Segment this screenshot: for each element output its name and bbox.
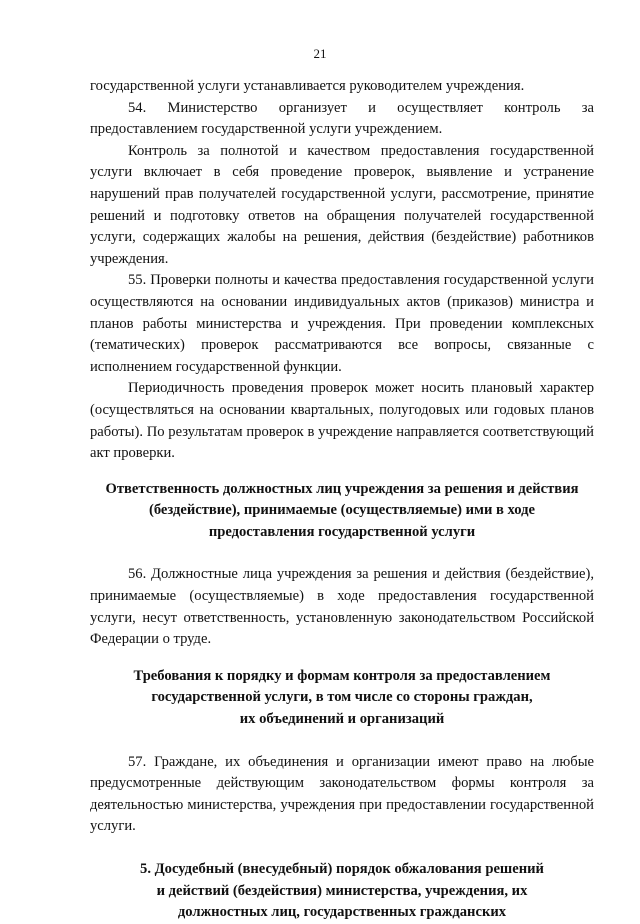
- section-heading: [90, 666, 594, 731]
- heading-line: Ответственность должностных лиц учреждения за решения и действия: [105, 480, 579, 497]
- heading-line: государственной услуги, в том числе со стороны граждан,: [151, 689, 533, 706]
- heading-line: Требования к порядку и формам контроля за предоставлением: [133, 667, 551, 684]
- heading-line: их объединений и организаций: [239, 711, 445, 728]
- paragraph: государственной услуги устанавливается руководителем учреждения.: [90, 78, 525, 94]
- paragraph: Периодичность проведения проверок может носить плановый характер (осуществляться на основании квартальных, полугодовых или годовых планов работы). По результатам проверок в учреждение направляется соответствующий акт проверки.: [90, 380, 594, 462]
- paragraph: 56. Должностные лица учреждения за решения и действия (бездействие), принимаемые (осуществляемые) в ходе предоставления государственной услуги, несут ответственность, установленную законодательством Российской Федерации о труде.: [90, 566, 594, 648]
- section-heading: [90, 859, 594, 924]
- heading-line: и действий (бездействия) министерства, учреждения, их: [156, 882, 528, 899]
- section-heading: [90, 479, 594, 544]
- paragraph: 55. Проверки полноты и качества предоставления государственной услуги осуществляются на основании индивидуальных актов (приказов) министра и планов работы министерства и учреждения. При проведении комплексных (тематических) проверок рассматриваются все вопросы, связанные с исполнением государственной функции.: [90, 272, 594, 375]
- paragraph: Контроль за полнотой и качеством предоставления государственной услуги включает в себя проведение проверок, выявление и устранение нарушений прав получателей государственной услуги, рассмотрение, принятие решений и подготовку ответов на обращения получателей государственной услуги, содержащих жалобы на решения, действия (бездействие) работников учреждения.: [90, 142, 594, 267]
- heading-line: предоставления государственной услуги: [208, 523, 476, 540]
- page-number: 21: [313, 46, 327, 61]
- heading-line: (бездействие), принимаемые (осуществляемые) ими в ходе: [148, 502, 536, 519]
- document-body: [90, 76, 594, 924]
- heading-line: 5. Досудебный (внесудебный) порядок обжалования решений: [140, 861, 544, 877]
- paragraph: 54. Министерство организует и осуществляет контроль за предоставлением государственной услуги учреждением.: [90, 99, 594, 138]
- paragraph: 57. Граждане, их объединения и организации имеют право на любые предусмотренные действующим законодательством формы контроля за деятельностью министерства, учреждения при предоставлении государственной услуги.: [90, 753, 594, 835]
- heading-line: должностных лиц, государственных гражданских: [177, 904, 507, 921]
